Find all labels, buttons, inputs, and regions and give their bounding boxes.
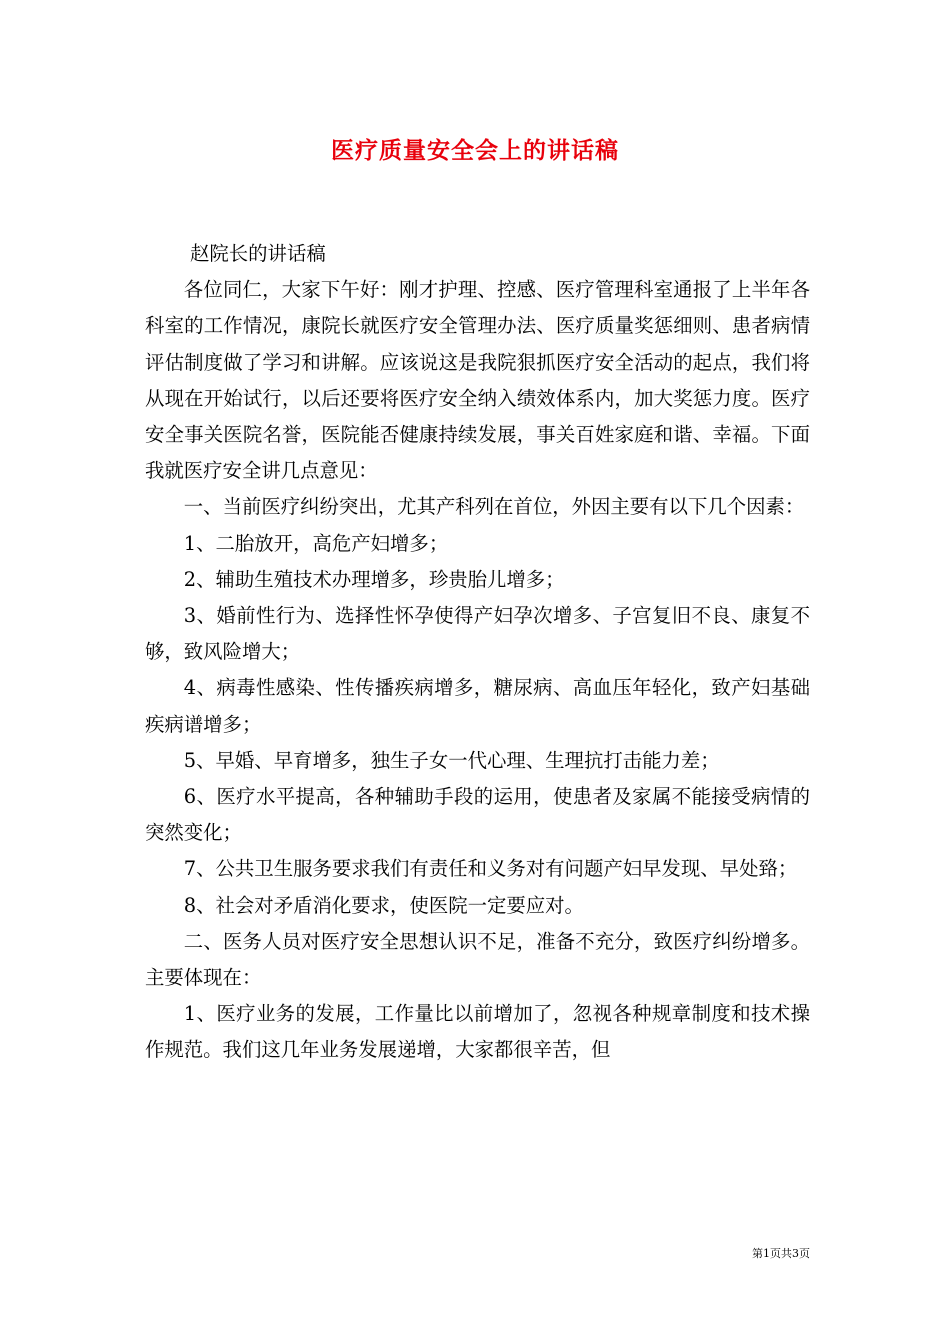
paragraph: 二、医务人员对医疗安全思想认识不足，准备不充分，致医疗纠纷增多。主要体现在： [145,929,810,990]
page-number: 第1页共3页 [752,1247,810,1260]
document-title: 医疗质量安全会上的讲话稿 [331,137,619,164]
list-item: 8、社会对矛盾消化要求，使医院一定要应对。 [183,893,584,917]
list-item: 6、医疗水平提高，各种辅助手段的运用，使患者及家属不能接受病情的突然变化； [145,785,810,845]
paragraph-heading: 赵院长的讲话稿 [190,242,326,265]
list-item: 4、病毒性感染、性传播疾病增多，糖尿病、高血压年轻化，致产妇基础疾病谱增多； [145,676,810,736]
list-item: 5、早婚、早育增多，独生子女一代心理、生理抗打击能力差； [183,748,720,772]
list-item: 1、医疗业务的发展，工作量比以前增加了，忽视各种规章制度和技术操作规范。我们这几年业务发展递增，大家都很辛苦，但 [145,1002,810,1062]
list-item: 2、辅助生殖技术办理增多，珍贵胎儿增多； [183,567,565,591]
paragraph: 一、当前医疗纠纷突出，尤其产科列在首位，外因主要有以下几个因素： [183,495,805,519]
document-body [145,236,810,1069]
paragraph: 各位同仁，大家下午好：刚才护理、控感、医疗管理科室通报了上半年各科室的工作情况，康院长就医疗安全管理办法、医疗质量奖惩细则、患者病情评估制度做了学习和讲解。应该说这是我院狠抓医疗安全活动的起点，我们将从现在开始试行，以后还要将医疗安全纳入绩效体系内，加大奖惩力度。医疗安全事关医院名誉，医院能否健康持续发展，事关百姓家庭和谐、幸福。下面我就医疗安全讲几点意见： [145,278,810,483]
list-item: 1、二胎放开，高危产妇增多； [183,531,449,555]
list-item: 7、公共卫生服务要求我们有责任和义务对有问题产妇早发现、早处臵； [183,857,798,881]
list-item: 3、婚前性行为、选择性怀孕使得产妇孕次增多、子宫复旧不良、康复不够，致风险增大； [145,604,810,664]
